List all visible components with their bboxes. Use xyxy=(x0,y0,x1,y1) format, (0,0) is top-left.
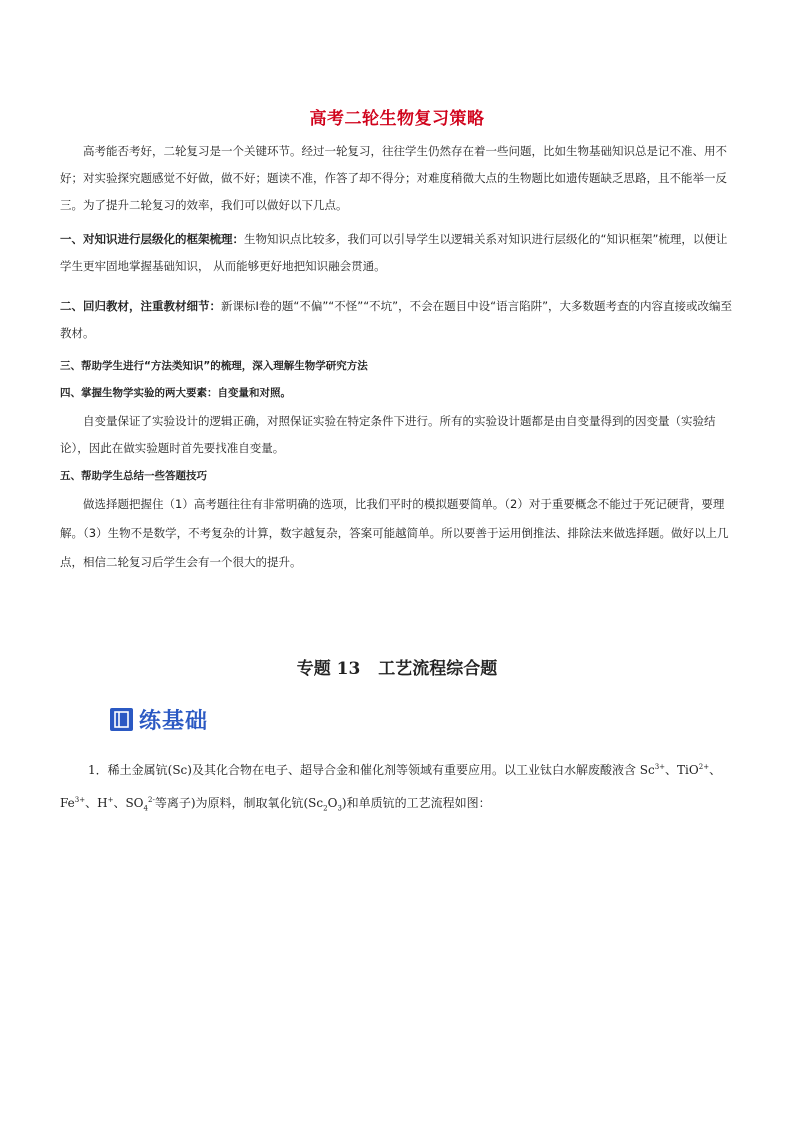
item-1-label: 一、对知识进行层级化的框架梳理： xyxy=(60,232,244,246)
item-2-text: 新课标Ⅰ卷的题“不偏”“不怪”“不坑”，不会在题目中设“语言陷阱”，大多数题考查的内容直接或改编至教材。 xyxy=(60,299,733,340)
question-text: O xyxy=(327,796,338,810)
question-text: )和单质钪的工艺流程如图： xyxy=(341,796,491,810)
question-1 xyxy=(60,752,740,823)
subscript: 3 xyxy=(337,804,342,813)
item-2-label: 二、回归教材，注重教材细节： xyxy=(60,299,221,313)
item-4-label: 四、掌握生物学实验的两大要素：自变量和对照。 xyxy=(60,387,291,399)
question-text: 、H xyxy=(85,796,108,810)
item-1-text: 生物知识点比较多，我们可以引导学生以逻辑关系对知识进行层级化的“知识框架”梳理，以便让学生更牢固地掌握基础知识， 从而能够更好地把知识融会贯通。 xyxy=(60,232,728,273)
question-text: 、TiO xyxy=(665,763,699,777)
badge-label: 练基础 xyxy=(139,709,209,734)
question-text: 、SO xyxy=(113,796,144,810)
item-5-label: 五、帮助学生总结一些答题技巧 xyxy=(60,470,207,482)
section-name: 工艺流程综合题 xyxy=(378,659,498,679)
question-text: 稀土金属钪(Sc)及其化合物在电子、超导合金和催化剂等领域有重要应用。以工业钛白水解废酸液含 Sc xyxy=(107,763,655,777)
charge: 3+ xyxy=(654,763,666,771)
question-text: 等离子)为原料，制取氧化钪(Sc xyxy=(154,796,324,810)
question-number: 1． xyxy=(88,763,108,777)
intro-paragraph: 高考能否考好，二轮复习是一个关键环节。经过一轮复习，往往学生仍然存在着一些问题，比如生物基础知识总是记不准、用不好；对实验探究题感觉不好做，做不好；题读不准，作答了却不得分；对难度稍微大点的生物题比如遗传题缺乏思路，且不能举一反三。为了提升二轮复习的效率，我们可以做好以下几点。 xyxy=(60,144,727,212)
section-number: 专题 13 xyxy=(296,659,361,679)
item-2 xyxy=(60,293,736,347)
item-4-text: 自变量保证了实验设计的逻辑正确，对照保证实验在特定条件下进行。所有的实验设计题都是由自变量得到的因变量（实验结论），因此在做实验题时首先要找准自变量。 xyxy=(60,414,716,455)
item-5-text: 做选择题把握住（1）高考题往往有非常明确的选项，比我们平时的模拟题要简单。（2）对于重要概念不能过于死记硬背，要理解。（3）生物不是数学，不考复杂的计算，数字越复杂，答案可能越简单。所以要善于运用倒推法、排除法来做选择题。做好以上几点，相信二轮复习后学生会有一个很大的提升。 xyxy=(60,497,729,569)
subscript: 2 xyxy=(323,804,328,813)
section-title xyxy=(0,654,794,679)
charge: 3+ xyxy=(74,796,86,804)
charge: + xyxy=(107,796,114,804)
practice-badge xyxy=(110,704,208,735)
page-title: 高考二轮生物复习策略 xyxy=(309,109,485,129)
subscript: 4 xyxy=(143,804,148,813)
item-3-label: 三、帮助学生进行“方法类知识”的梳理，深入理解生物学研究方法 xyxy=(60,360,368,372)
charge: 2+ xyxy=(698,763,710,771)
question-text: 、Fe xyxy=(60,763,722,810)
charge: 2- xyxy=(147,796,155,804)
item-1 xyxy=(60,226,736,280)
book-icon xyxy=(110,708,133,731)
